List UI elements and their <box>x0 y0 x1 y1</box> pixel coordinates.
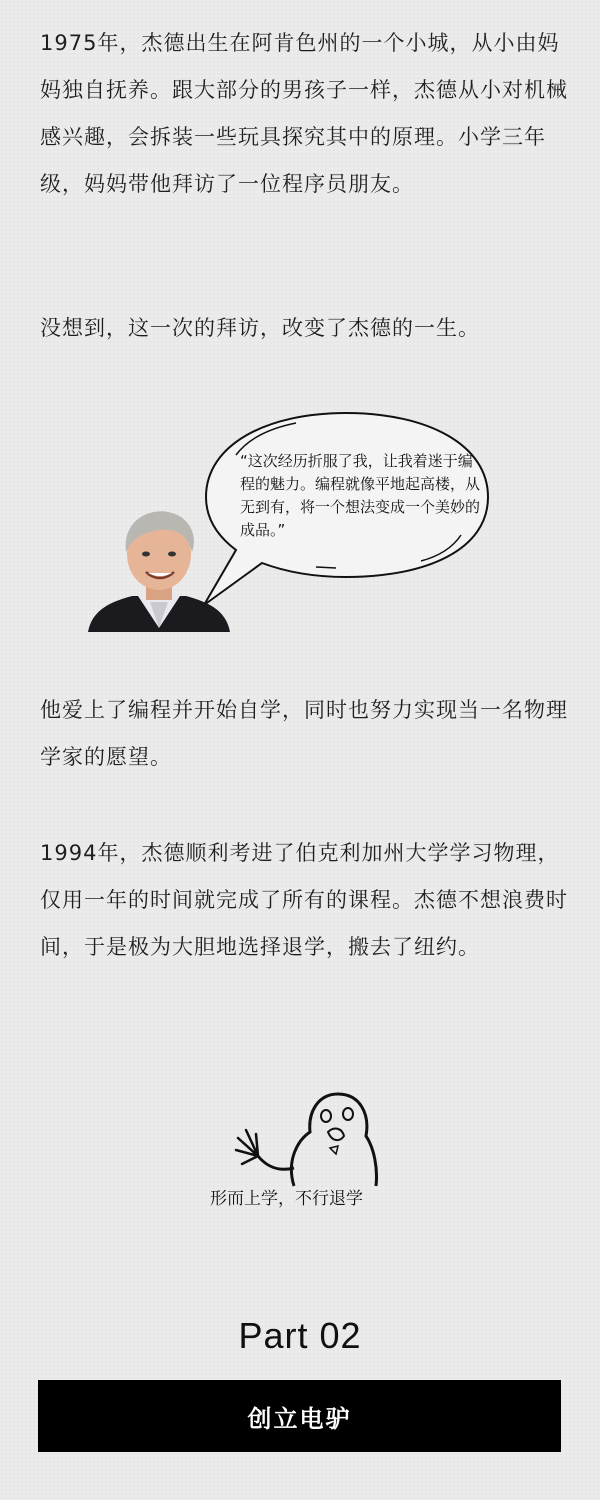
paragraph-berkeley: 1994年，杰德顺利考进了伯克利加州大学学习物理，仅用一年的时间就完成了所有的课程。杰德不想浪费时间，于是极为大胆地选择退学，搬去了纽约。 <box>40 841 568 959</box>
meme-figure-illustration <box>222 1090 392 1190</box>
portrait-illustration <box>88 506 230 632</box>
paragraph-childhood: 1975年，杰德出生在阿肯色州的一个小城，从小由妈妈独自抚养。跟大部分的男孩子一样，杰德从小对机械感兴趣，会拆装一些玩具探究其中的原理。小学三年级，妈妈带他拜访了一位程序员朋友。 <box>40 31 568 196</box>
section-title-banner: 创立电驴 <box>38 1380 561 1452</box>
meme-caption: 形而上学，不行退学 <box>210 1189 363 1209</box>
quote-text: “这次经历折服了我，让我着迷于编程的魅力。编程就像平地起高楼，从无到有，将一个想法变成一个美妙的成品。” <box>240 452 481 539</box>
paragraph-visit: 没想到，这一次的拜访，改变了杰德的一生。 <box>40 316 480 340</box>
paragraph-self-study: 他爱上了编程并开始自学，同时也努力实现当一名物理学家的愿望。 <box>40 698 568 769</box>
part-number-heading: Part 02 <box>238 1315 362 1356</box>
